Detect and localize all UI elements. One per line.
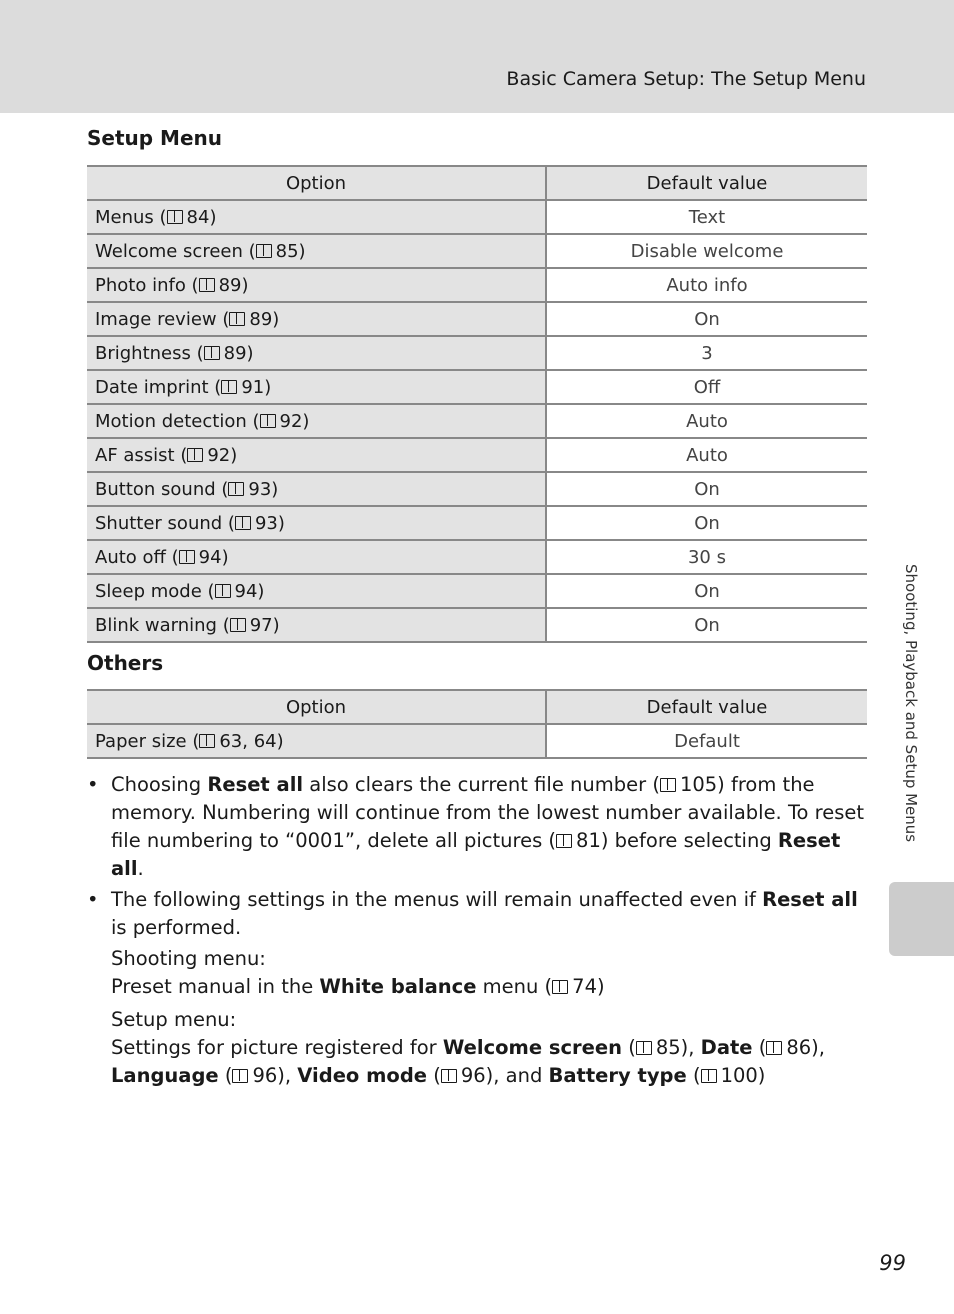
setup-menu-note bbox=[87, 1006, 867, 1090]
default-value-cell: Auto bbox=[546, 404, 867, 438]
page-reference-icon bbox=[701, 1069, 717, 1083]
table-row bbox=[87, 302, 867, 336]
default-value-cell: On bbox=[546, 472, 867, 506]
page-reference-icon bbox=[167, 210, 183, 224]
note-reset-file-number: • Choosing Reset all also clears the current file number ( 105) from the memory. Numbering will continue from the lowest number available. To reset file numbering to “0001”, delete all pictures ( 81) before selecting Reset all. bbox=[87, 773, 865, 880]
column-header-default: Default value bbox=[546, 166, 867, 200]
page-reference-icon bbox=[660, 778, 676, 792]
column-header-default: Default value bbox=[546, 690, 867, 724]
option-cell: Motion detection ( 92) bbox=[87, 404, 546, 438]
page-reference-icon bbox=[204, 346, 220, 360]
side-section-label: Shooting, Playback and Setup Menus bbox=[902, 564, 920, 843]
default-value-cell: Default bbox=[546, 724, 867, 758]
table-row bbox=[87, 724, 867, 758]
header-band bbox=[0, 0, 954, 113]
option-cell: Auto off ( 94) bbox=[87, 540, 546, 574]
table-row bbox=[87, 370, 867, 404]
default-value-cell: Disable welcome bbox=[546, 234, 867, 268]
others-table bbox=[87, 689, 867, 759]
setup-menu-table bbox=[87, 165, 867, 643]
table-row bbox=[87, 472, 867, 506]
setup-menu-rows bbox=[87, 200, 867, 642]
page-reference-icon bbox=[187, 448, 203, 462]
option-cell: Sleep mode ( 94) bbox=[87, 574, 546, 608]
table-row bbox=[87, 234, 867, 268]
option-cell: Menus ( 84) bbox=[87, 200, 546, 234]
option-cell: Paper size ( 63, 64) bbox=[87, 724, 546, 758]
page-reference-icon bbox=[235, 516, 251, 530]
option-cell: Welcome screen ( 85) bbox=[87, 234, 546, 268]
option-cell: AF assist ( 92) bbox=[87, 438, 546, 472]
others-rows bbox=[87, 724, 867, 758]
page-reference-icon bbox=[215, 584, 231, 598]
table-row bbox=[87, 574, 867, 608]
shooting-menu-detail: Preset manual in the White balance menu ( 74) bbox=[111, 975, 605, 998]
table-row bbox=[87, 336, 867, 370]
table-row bbox=[87, 540, 867, 574]
page-reference-icon bbox=[766, 1041, 782, 1055]
default-value-cell: Off bbox=[546, 370, 867, 404]
default-value-cell: On bbox=[546, 608, 867, 642]
chapter-title: Basic Camera Setup: The Setup Menu bbox=[506, 68, 866, 90]
default-value-cell: Auto info bbox=[546, 268, 867, 302]
table-row bbox=[87, 404, 867, 438]
option-cell: Shutter sound ( 93) bbox=[87, 506, 546, 540]
table-row bbox=[87, 506, 867, 540]
option-cell: Image review ( 89) bbox=[87, 302, 546, 336]
page-reference-icon bbox=[199, 734, 215, 748]
setup-menu-heading: Setup Menu bbox=[87, 126, 222, 150]
page-reference-icon bbox=[552, 980, 568, 994]
option-cell: Photo info ( 89) bbox=[87, 268, 546, 302]
notes bbox=[87, 771, 867, 1090]
option-cell: Button sound ( 93) bbox=[87, 472, 546, 506]
page-reference-icon bbox=[230, 618, 246, 632]
shooting-menu-note bbox=[87, 945, 867, 1001]
column-header-option: Option bbox=[87, 690, 546, 724]
table-row bbox=[87, 608, 867, 642]
page-reference-icon bbox=[229, 312, 245, 326]
note-unaffected-settings: • The following settings in the menus will remain unaffected even if Reset all is performed. bbox=[87, 888, 858, 939]
setup-menu-label: Setup menu: bbox=[111, 1008, 237, 1031]
setup-menu-detail: Settings for picture registered for Welcome screen ( 85), Date ( 86), Language ( 96), Video mode ( 96), and Battery type ( 100) bbox=[111, 1036, 825, 1087]
default-value-cell: On bbox=[546, 574, 867, 608]
page-reference-icon bbox=[636, 1041, 652, 1055]
page-reference-icon bbox=[260, 414, 276, 428]
default-value-cell: On bbox=[546, 506, 867, 540]
option-cell: Brightness ( 89) bbox=[87, 336, 546, 370]
default-value-cell: 30 s bbox=[546, 540, 867, 574]
page-reference-icon bbox=[256, 244, 272, 258]
default-value-cell: On bbox=[546, 302, 867, 336]
page-reference-icon bbox=[221, 380, 237, 394]
page-reference-icon bbox=[228, 482, 244, 496]
page-number: 99 bbox=[879, 1251, 906, 1275]
default-value-cell: Auto bbox=[546, 438, 867, 472]
bullet-icon: • bbox=[87, 773, 99, 796]
others-heading: Others bbox=[87, 651, 164, 675]
default-value-cell: Text bbox=[546, 200, 867, 234]
page-reference-icon bbox=[232, 1069, 248, 1083]
default-value-cell: 3 bbox=[546, 336, 867, 370]
option-cell: Date imprint ( 91) bbox=[87, 370, 546, 404]
page-reference-icon bbox=[179, 550, 195, 564]
page-reference-icon bbox=[441, 1069, 457, 1083]
page-reference-icon bbox=[199, 278, 215, 292]
page-reference-icon bbox=[556, 834, 572, 848]
shooting-menu-label: Shooting menu: bbox=[111, 947, 266, 970]
section-thumb-tab bbox=[889, 882, 954, 956]
table-row bbox=[87, 438, 867, 472]
table-row bbox=[87, 200, 867, 234]
column-header-option: Option bbox=[87, 166, 546, 200]
bullet-icon: • bbox=[87, 888, 99, 911]
table-row bbox=[87, 268, 867, 302]
option-cell: Blink warning ( 97) bbox=[87, 608, 546, 642]
